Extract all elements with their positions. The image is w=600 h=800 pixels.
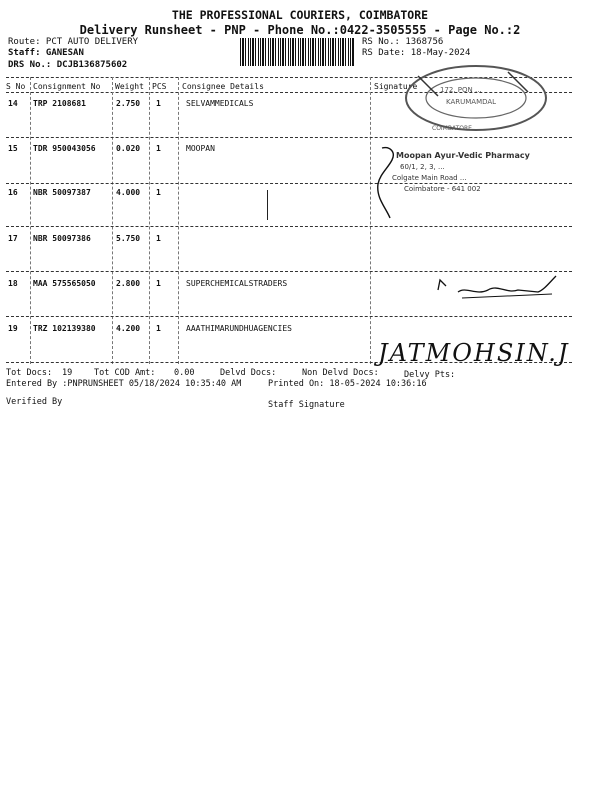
tot-docs-value: 19 bbox=[62, 368, 73, 378]
row-sno: 19 bbox=[8, 324, 18, 333]
row-pcs: 1 bbox=[156, 324, 161, 333]
col-sno: S No bbox=[6, 82, 26, 91]
row-consignee: AAATHIMARUNDHUAGENCIES bbox=[186, 324, 292, 333]
col-signature: Signature bbox=[374, 82, 418, 91]
row-consignment: NBR 50097387 bbox=[33, 188, 91, 197]
svg-text:JATMOHSIN.J: JATMOHSIN.J bbox=[378, 339, 570, 367]
col-pcs: PCS bbox=[152, 82, 167, 91]
row-consignment: TRZ 102139380 bbox=[33, 324, 96, 333]
col-consignee: Consignee Details bbox=[182, 82, 264, 91]
row-consignee: SUPERCHEMICALSTRADERS bbox=[186, 279, 288, 288]
row-consignment: MAA 575565050 bbox=[33, 279, 96, 288]
col-divider bbox=[178, 77, 179, 364]
svg-text:COIMBATORE: COIMBATORE bbox=[432, 125, 472, 132]
verified-by-label: Verified By bbox=[6, 397, 63, 407]
svg-text:Colgate Main Road ...: Colgate Main Road ... bbox=[392, 174, 467, 182]
delvy-pts-label: Delvy Pts: bbox=[404, 370, 456, 380]
row-sno: 14 bbox=[8, 99, 18, 108]
rs-date: RS Date: 18-May-2024 bbox=[362, 48, 471, 58]
row-weight: 4.200 bbox=[116, 324, 141, 333]
printed-on: Printed On: 18-05-2024 10:36:16 bbox=[268, 379, 427, 389]
rs-number: RS No.: 1368756 bbox=[362, 37, 444, 47]
entered-by: Entered By :PNPRUNSHEET 05/18/2024 10:35:40 AM bbox=[6, 379, 242, 389]
row-consignment: NBR 50097386 bbox=[33, 234, 91, 243]
row-pcs: 1 bbox=[156, 234, 161, 243]
courier-stamp bbox=[398, 66, 548, 138]
row-weight: 2.800 bbox=[116, 279, 141, 288]
row-sno: 15 bbox=[8, 144, 18, 153]
tot-docs-label: Tot Docs: bbox=[6, 368, 53, 378]
row-consignee: SELVAMMEDICALS bbox=[186, 99, 254, 108]
row-sno: 18 bbox=[8, 279, 18, 288]
row-rule bbox=[6, 316, 572, 317]
row-pcs: 1 bbox=[156, 279, 161, 288]
row-consignment: TDR 950043056 bbox=[33, 144, 96, 153]
row-weight: 0.020 bbox=[116, 144, 141, 153]
svg-text:Moopan Ayur-Vedic Pharmacy: Moopan Ayur-Vedic Pharmacy bbox=[396, 151, 530, 160]
row-weight: 4.000 bbox=[116, 188, 141, 197]
company-title: THE PROFESSIONAL COURIERS, COIMBATORE bbox=[171, 8, 429, 22]
row-pcs: 1 bbox=[156, 144, 161, 153]
signature-row-19 bbox=[376, 333, 576, 369]
row-consignment: TRP 2108681 bbox=[33, 99, 86, 108]
col-divider bbox=[370, 77, 371, 364]
svg-text:60/1, 2, 3, ...: 60/1, 2, 3, ... bbox=[400, 163, 445, 171]
signature-row-18 bbox=[432, 272, 562, 308]
pen-mark bbox=[267, 190, 268, 220]
runsheet-subtitle: Delivery Runsheet - PNP - Phone No.:0422-3505555 - Page No.:2 bbox=[79, 23, 521, 37]
delvd-docs-label: Delvd Docs: bbox=[220, 368, 277, 378]
drs-number: DRS No.: DCJB136875602 bbox=[8, 60, 128, 70]
tot-cod-value: 0.00 bbox=[174, 368, 195, 378]
row-pcs: 1 bbox=[156, 188, 161, 197]
svg-text:Coimbatore - 641 002: Coimbatore - 641 002 bbox=[404, 185, 481, 193]
row-weight: 5.750 bbox=[116, 234, 141, 243]
route-label: Route: PCT AUTO DELIVERY bbox=[8, 37, 139, 47]
row-sno: 16 bbox=[8, 188, 18, 197]
row-consignee: MOOPAN bbox=[186, 144, 215, 153]
non-delvd-docs-label: Non Delvd Docs: bbox=[302, 368, 379, 378]
col-weight: Weight bbox=[115, 82, 144, 91]
col-divider bbox=[112, 77, 113, 364]
moopan-stamp-signature bbox=[372, 138, 572, 228]
col-divider bbox=[30, 77, 31, 364]
staff-label: Staff: GANESAN bbox=[8, 48, 84, 58]
row-pcs: 1 bbox=[156, 99, 161, 108]
svg-text:KARUMAMDAL: KARUMAMDAL bbox=[446, 98, 497, 106]
row-sno: 17 bbox=[8, 234, 18, 243]
staff-signature-label: Staff Signature bbox=[268, 400, 345, 410]
tot-cod-label: Tot COD Amt: bbox=[94, 368, 156, 378]
row-weight: 2.750 bbox=[116, 99, 141, 108]
barcode bbox=[240, 38, 354, 66]
svg-text:172, PON ...: 172, PON ... bbox=[440, 86, 482, 94]
col-consignment: Consignment No bbox=[33, 82, 101, 91]
col-divider bbox=[149, 77, 150, 364]
